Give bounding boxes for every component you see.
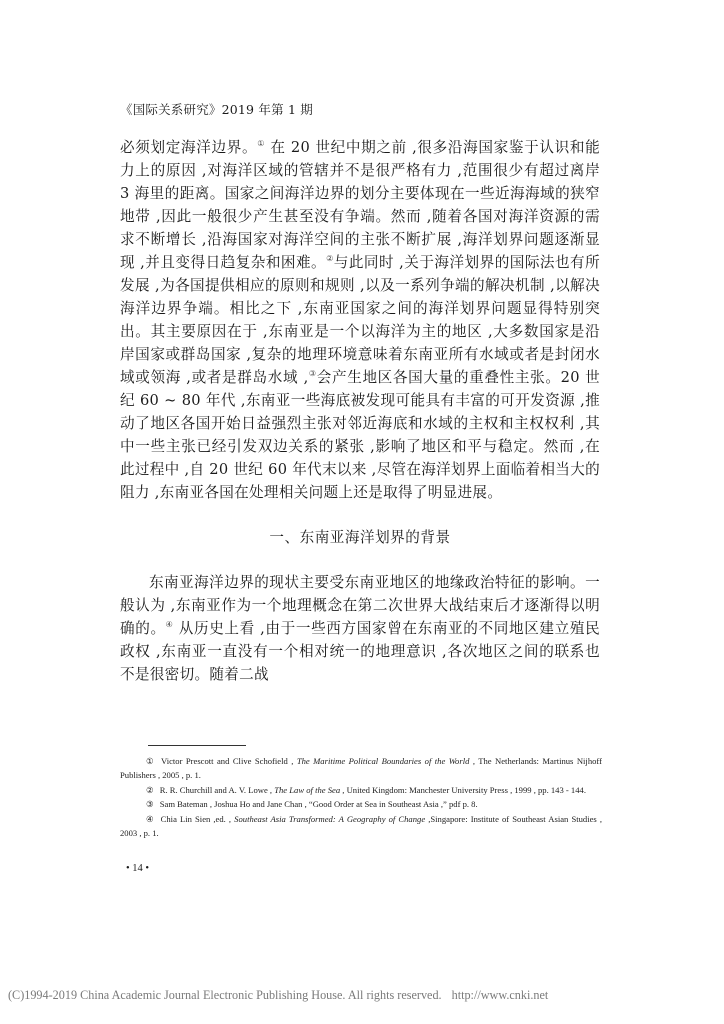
footnote-publisher: , United Kingdom: Manchester University Press , 1999 , pp. 143 - 144. <box>340 784 586 795</box>
footnote-author: Chia Lin Sien ,ed. , <box>160 813 232 824</box>
text-segment: 必须划定海洋边界。 <box>120 139 258 156</box>
footnote-number: ④ <box>146 813 155 824</box>
footnote-number: ② <box>146 784 154 795</box>
footnote-2 <box>120 783 602 797</box>
footnote-publisher: , The Netherlands: Martinus Nijhoff Publishers , 2005 , p. 1. <box>120 756 602 781</box>
footnote-ref-3[interactable]: ③ <box>308 369 317 379</box>
footnote-ref-2[interactable]: ② <box>326 254 334 264</box>
text-segment: 东南亚海洋边界的现状主要受东南亚地区的地缘政治特征的影响。一般认为 ,东南亚作为一个地理概念在第二次世界大战结束后才逐渐得以明确的。 <box>120 574 600 637</box>
section-title: 一、东南亚海洋划界的背景 <box>269 529 451 546</box>
footnotes <box>120 754 602 840</box>
copyright-footer <box>8 988 548 1003</box>
page-number: • 14 • <box>126 863 150 874</box>
paragraph-2 <box>120 571 600 686</box>
footnote-book-title: The Maritime Political Boundaries of the World <box>296 756 470 766</box>
footnote-publisher: ,Singapore: Institute of Southeast Asian Studies , 2003 , p. 1. <box>120 813 602 839</box>
footnote-3 <box>120 797 602 811</box>
footnote-author: R. R. Churchill and A. V. Lowe , <box>159 784 273 795</box>
footnote-author: Sam Bateman , Joshua Ho and Jane Chan , “Good Order at Sea in Southeast Asia ,” pdf p. 8. <box>159 799 478 810</box>
footnote-1 <box>120 754 602 783</box>
footnote-author: Victor Prescott and Clive Schofield , <box>161 756 294 766</box>
footnote-number: ③ <box>146 799 154 810</box>
text-segment: 与此同时 ,关于海洋划界的国际法也有所发展 ,为各国提供相应的原则和规则 ,以及一系列争端的解决机制 ,以解决海洋边界争端。相比之下 ,东南亚国家之间的海洋划界问题显得特别突出。其主要原因在于 ,东南亚是一个以海洋为主的地区 ,大多数国家是沿岸国家或群岛国家 ,复杂的地理环境意味着东南亚所有水域或者是封闭水域或领海 ,或者是群岛水域 , <box>120 254 600 386</box>
article-body <box>120 136 600 686</box>
footnote-ref-1[interactable]: ① <box>257 139 266 149</box>
text-segment: 会产生地区各国大量的重叠性主张。20 世纪 60 ~ 80 年代 ,东南亚一些海底被发现可能具有丰富的可开发资源 ,推动了地区各国开始日益强烈主张对邻近海底和水域的主权和主权权利 ,其中一些主张已经引发双边关系的紧张 ,影响了地区和平与稳定。然而 ,在此过程中 ,自 20 世纪 60 年代末以来 ,尽管在海洋划界上面临着相当大的阻力 ,东南亚各国在处理相关问题上还是取得了明显进展。 <box>120 369 600 501</box>
footnote-divider <box>148 745 246 746</box>
copyright-text: (C)1994-2019 China Academic Journal Electronic Publishing House. All rights reserved. <box>8 988 442 1002</box>
footnote-number: ① <box>146 756 155 766</box>
footnote-4 <box>120 812 602 841</box>
paragraph-1 <box>120 136 600 504</box>
text-segment: 从历史上看 ,由于一些西方国家曾在东南亚的不同地区建立殖民政权 ,东南亚一直没有一个相对统一的地理意识 ,各次地区之间的联系也不是很密切。随着二战 <box>120 620 600 683</box>
journal-header: 《国际关系研究》2019 年第 1 期 <box>120 102 313 117</box>
copyright-url[interactable]: http://www.cnki.net <box>451 988 549 1002</box>
footnote-book-title: Southeast Asia Transformed: A Geography of Change <box>234 813 426 824</box>
footnote-ref-4[interactable]: ④ <box>165 620 174 630</box>
text-segment: 在 20 世纪中期之前 ,很多沿海国家鉴于认识和能力上的原因 ,对海洋区域的管辖并不是很严格有力 ,范围很少有超过离岸 3 海里的距离。国家之间海洋边界的划分主要体现在一些近海海域的狭窄地带 ,因此一般很少产生甚至没有争端。然而 ,随着各国对海洋资源的需求不断增长 ,沿海国家对海洋空间的主张不断扩展 ,海洋划界问题逐渐显现 ,并且变得日趋复杂和困难。 <box>120 139 600 271</box>
footnote-book-title: The Law of the Sea <box>274 784 341 795</box>
